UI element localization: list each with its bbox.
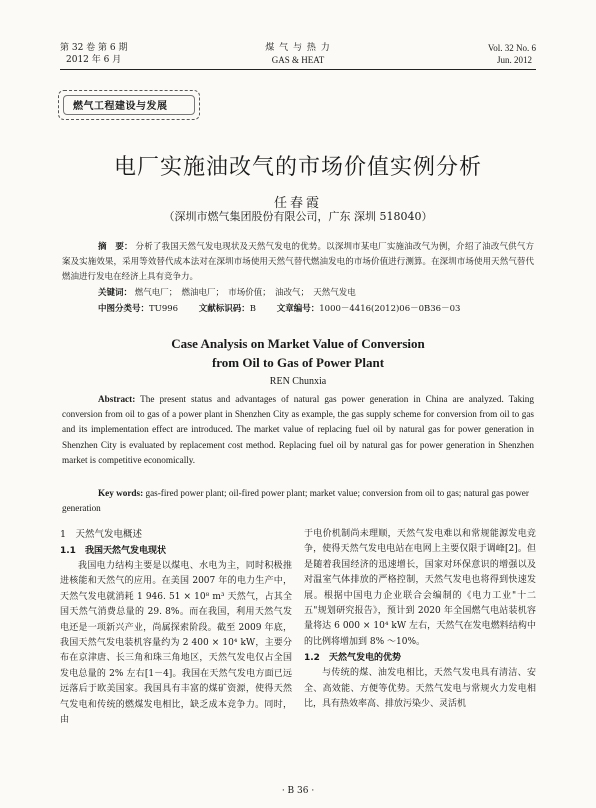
volume-issue-en: Vol. 32 No. 6: [487, 43, 536, 53]
volume-issue-cn: 第 32 卷 第 6 期: [60, 43, 128, 53]
affiliation-cn: （深圳市燃气集团股份有限公司，广东 深圳 518040）: [163, 210, 433, 223]
abstract-cn: [62, 240, 534, 285]
journal-name-cn: 煤 气 与 热 力: [265, 43, 331, 53]
abstract-en-label: Abstract:: [98, 394, 136, 404]
doc-code-label: 文献标识码：: [198, 304, 250, 314]
section-1-2-paragraph: 与传统的煤、油发电相比，天然气发电具有清洁、安全、高效能、方便等优势。天然气发电与常规火力发电相比，具有热效率高、排放污染少、灵活机: [304, 668, 536, 710]
right-column: [304, 527, 536, 712]
abstract-en-text: The present status and advantages of natural gas power generation in China are analyzed. Taking conversion from oil to gas of a power plant in Shenzhen City as example, the gas supply scheme for conversion from oil to gas and its implementation effect are introduced. The market value of replacing fuel oil by natural gas for power generation in Shenzhen City is evaluated by replacement cost method. Replacing fuel oil by natural gas for power generation in Shenzhen market is competitive economically.: [62, 394, 534, 465]
date-en: Jun. 2012: [496, 55, 532, 65]
doc-code-value: B: [249, 304, 257, 314]
header-rule: [60, 69, 536, 70]
author-cn: 任春霞: [273, 196, 322, 211]
keywords-cn-label: 关键词：: [98, 288, 133, 298]
author-en: REN Chunxia: [269, 376, 327, 387]
section-1-heading: 1 天然气发电概述: [60, 529, 143, 540]
article-number-label: 文章编号：: [276, 304, 320, 314]
article-title-en-line1: Case Analysis on Market Value of Conversion: [171, 336, 425, 351]
clc-label: 中图分类号：: [98, 304, 150, 314]
clc-value: TU996: [149, 304, 179, 314]
keywords-en-label: Key words:: [98, 488, 144, 498]
keywords-cn: [98, 286, 356, 301]
keywords-en-text: gas-fired power plant; oil-fired power plant; market value; conversion from oil to gas; natural gas power generation: [62, 488, 529, 514]
article-number-value: 1000－4416(2012)06－0B36－03: [319, 304, 461, 314]
section-tag-box: [58, 90, 200, 120]
section-1-1-heading: 1.1 我国天然气发电现状: [60, 546, 166, 556]
date-cn: 2012 年 6 月: [66, 55, 122, 65]
section-tag: 燃气工程建设与发展: [73, 101, 168, 112]
section-1-1-paragraph: 我国电力结构主要是以煤电、水电为主，同时积极推进核能和天然气的应用。在美国 2007 年的电力生产中，天然气发电就消耗 1 946. 51 × 10⁸ m³ 天然气，占其全国天然气消费总量的 29. 8%。而在我国，利用天然气发电还是一项新兴产业，尚属探索阶段。截至 2009 年底，我国天然气发电装机容量约为 2 400 × 10⁴ kW，主要分布在京津唐、长三角和珠三角地区，天然气发电仅占全国发电总量的 2% 左右[1－4]。我国在天然气发电方面已远远落后于欧美国家。我国具有丰富的煤矿资源，使得天然气发电和传统的燃煤发电相比，缺乏成本竞争力。同时，由: [60, 561, 292, 726]
journal-name-en: GAS & HEAT: [271, 55, 325, 65]
keywords-en: [62, 486, 534, 516]
left-column: [60, 527, 292, 728]
abstract-en: [62, 392, 534, 468]
section-1-2-heading: 1.2 天然气发电的优势: [304, 653, 401, 664]
article-title-en-line2: from Oil to Gas of Power Plant: [211, 355, 385, 370]
page-number: · B 36 ·: [281, 786, 315, 796]
keywords-cn-text: 燃气电厂； 燃油电厂； 市场价值； 油改气； 天然气发电: [134, 288, 356, 298]
abstract-cn-label: 摘 要：: [98, 242, 133, 252]
article-title-cn: 电厂实施油改气的市场价值实例分析: [113, 155, 482, 180]
classification-line: [98, 302, 460, 317]
section-1-1-paragraph-continued: 于电价机制尚未理顺，天然气发电难以和常规能源发电竞争，使得天然气发电电站在电网上主要仅限于调峰[2]。但是随着我国经济的迅速增长，国家对环保意识的增强以及对温室气体排放的严格控制，天然气发电也将得到快速发展。根据中国电力企业联合会编制的《电力工业"十二五"规划研究报告》，预计到 2020 年全国燃气电站装机容量将达 6 000 × 10⁴ kW 左右，天然气在发电燃料结构中的比例将增加到 8% ～10%。: [304, 529, 536, 647]
abstract-cn-text: 分析了我国天然气发电现状及天然气发电的优势。以深圳市某电厂实施油改气为例，介绍了油改气供气方案及实施效果，采用等效替代成本法对在深圳市场使用天然气替代燃油发电的市场价值进行测算。在深圳市场使用天然气替代燃油进行发电在经济上具有竞争力。: [62, 242, 534, 282]
